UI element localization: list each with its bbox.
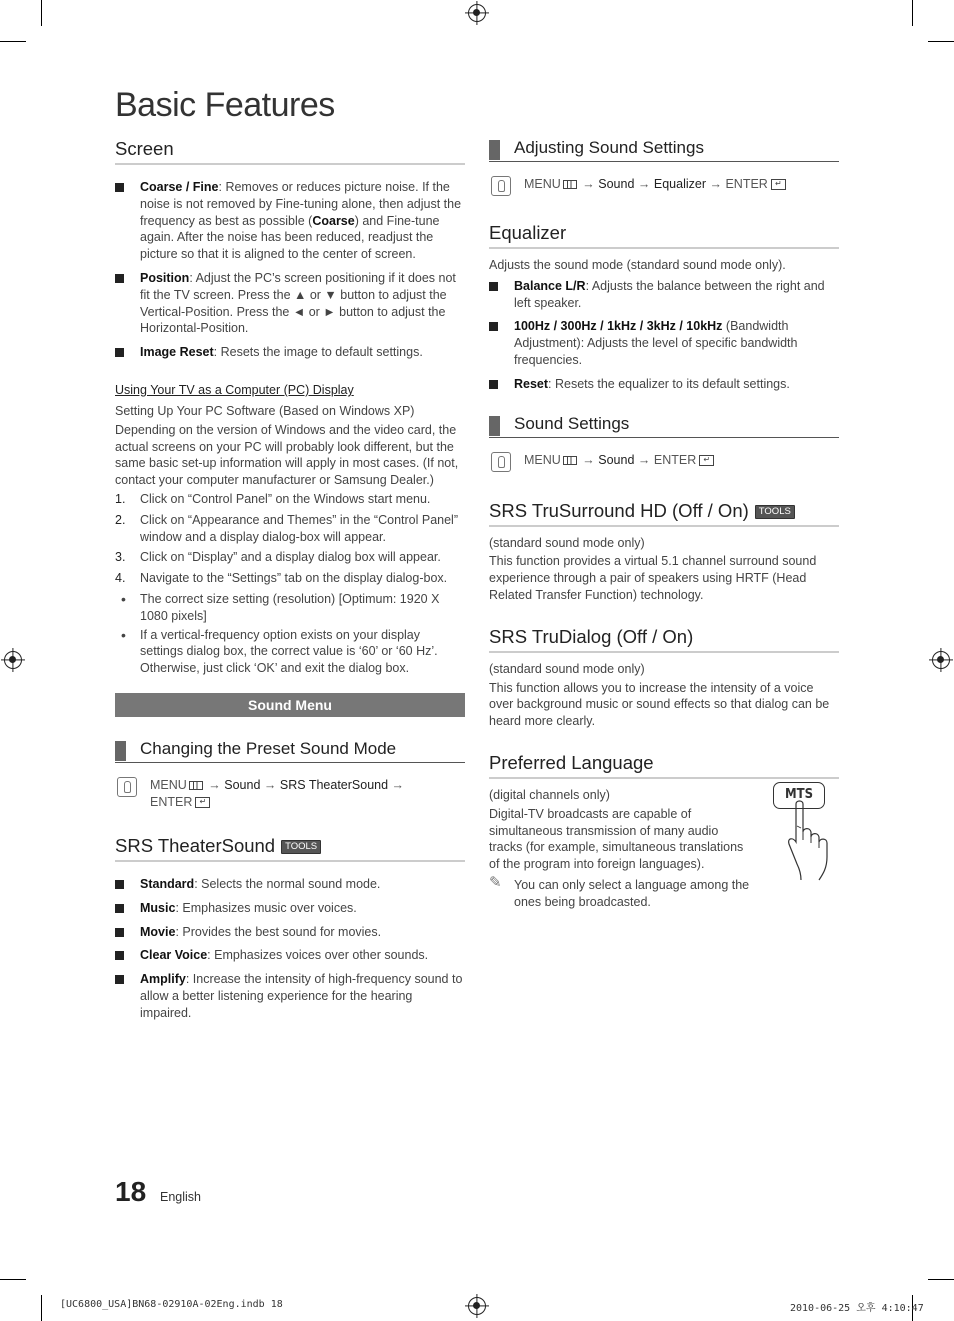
trusurround-note: (standard sound mode only) [489,535,645,550]
language-text: Digital-TV broadcasts are capable of simultaneous transmission of many audio tracks (for example, simultaneous translations of the program into foreign languages). [489,806,744,872]
menu-path: MENU → Sound → SRS TheaterSound → ENTER ↵ [115,777,450,811]
crop-mark [928,41,954,42]
crop-mark [41,0,42,26]
mts-remote-illustration [773,782,843,882]
sound-menu-band: Sound Menu [115,693,465,717]
list-item: 100Hz / 300Hz / 1kHz / 3kHz / 10kHz (Bandwidth Adjustment): Adjusts the level of specific bandwidth frequencies. [489,318,839,368]
footer-timestamp: 2010-06-25 오후 4:10:47 [790,1303,924,1314]
pc-intro: Depending on the version of Windows and the video card, the actual screens on your PC will probably look different, but the same basic set-up information will apply in most cases. (If not, contact your computer manufacturer or Samsung Dealer.) [115,422,459,488]
list-item: Amplify: Increase the intensity of high-frequency sound to allow a better listening experience for the hearing impaired. [115,971,465,1021]
crop-mark [0,41,26,42]
enter-icon: ↵ [699,455,714,466]
registration-mark-icon [468,1297,486,1315]
list-item: • The correct size setting (resolution) [Optimum: 1920 X 1080 pixels] [121,590,440,623]
trusurround-heading: SRS TruSurround HD (Off / On) TOOLS [489,500,839,527]
enter-icon: ↵ [771,179,786,190]
bullet-square-icon [489,380,498,389]
adjust-sound-heading: Adjusting Sound Settings [489,138,839,162]
crop-mark [0,1279,26,1280]
hand-icon [117,777,137,797]
tools-badge: TOOLS [281,840,321,854]
pencil-note-icon: ✎ [489,873,502,891]
registration-mark-icon [468,4,486,22]
list-item: Reset: Resets the equalizer to its default settings. [489,376,839,393]
sound-settings-heading: Sound Settings [489,414,839,438]
registration-mark-icon [932,651,950,669]
footer-file-info: [UC6800_USA]BN68-02910A-02Eng.indb 18 [60,1299,283,1310]
hand-icon [491,176,511,196]
list-item: 2. Click on “Appearance and Themes” in the “Control Panel” window and a display dialog-box will appear. [115,512,458,544]
list-item: 1. Click on “Control Panel” on the Windows start menu. [115,491,431,506]
equalizer-heading: Equalizer [489,222,839,249]
list-item: Position: Adjust the PC’s screen positioning if it does not fit the TV screen. Press the ▲ or ▼ button to adjust the Vertical-Position. Press the ◄ or ► button to adjust the Horizontal-Position. [115,270,465,337]
crop-mark [928,1279,954,1280]
list-item: Coarse / Fine: Removes or reduces picture noise. If the noise is not removed by Fine-tuning alone, then adjust the frequency as best as possible (Coarse) and Fine-tune again. After the noise has been reduced, readjust the picture so that it is aligned to the center of screen. [115,179,465,263]
list-item: Music: Emphasizes music over voices. [115,900,465,917]
menu-icon [563,180,577,189]
bullet-square-icon [115,348,124,357]
trudialog-note: (standard sound mode only) [489,661,645,676]
pc-display-heading: Using Your TV as a Computer (PC) Display [115,382,354,397]
bullet-square-icon [115,904,124,913]
pointing-hand-icon [773,782,843,882]
menu-icon [189,781,203,790]
registration-mark-icon [4,651,22,669]
list-item: Movie: Provides the best sound for movies. [115,924,465,941]
menu-path: MENU → Sound → ENTER ↵ [489,452,839,474]
crop-mark [912,0,913,26]
list-item: Image Reset: Resets the image to default settings. [115,344,465,361]
menu-path: MENU → Sound → Equalizer → ENTER ↵ [489,176,839,198]
bullet-square-icon [115,183,124,192]
preferred-language-heading: Preferred Language [489,752,839,779]
bullet-square-icon [115,951,124,960]
list-item: 4. Navigate to the “Settings” tab on the display dialog-box. [115,571,448,586]
list-item: • If a vertical-frequency option exists on your display settings dialog box, the correct value is ‘60’ or ‘60 Hz’. Otherwise, just click ‘OK’ and exit the dialog box. [121,626,438,676]
bullet-square-icon [489,282,498,291]
list-item: Clear Voice: Emphasizes voices over other sounds. [115,947,465,964]
enter-icon: ↵ [195,797,210,808]
page-title: Basic Features [115,86,335,124]
list-item: Standard: Selects the normal sound mode. [115,876,465,893]
language-note: (digital channels only) [489,787,610,802]
bullet-dot-icon: • [121,590,126,607]
bullet-dot-icon: • [121,626,126,643]
list-item: Balance L/R: Adjusts the balance between the right and left speaker. [489,278,839,312]
trusurround-text: This function provides a virtual 5.1 channel surround sound experience through a pair of speakers using HRTF (Head Related Transfer Function) technology. [489,554,817,602]
bullet-square-icon [115,975,124,984]
page-number: 18 [115,1176,147,1207]
bullet-square-icon [115,928,124,937]
equalizer-intro: Adjusts the sound mode (standard sound mode only). [489,258,786,272]
srs-theatersound-heading: SRS TheaterSound TOOLS [115,835,465,862]
bullet-square-icon [115,880,124,889]
preset-sound-heading: Changing the Preset Sound Mode [115,739,465,763]
mts-button-icon: MTS [773,782,825,809]
left-column [115,138,465,1029]
menu-icon [563,456,577,465]
bullet-square-icon [115,274,124,283]
list-item: 3. Click on “Display” and a display dialog box will appear. [115,550,441,565]
hand-icon [491,452,511,472]
language-tip: ✎ You can only select a language among the ones being broadcasted. [489,873,750,909]
trudialog-text: This function allows you to increase the intensity of a voice over background music or sound effects so that dialog can be heard more clearly. [489,680,830,729]
page-language: English [160,1190,201,1204]
pc-subheading: Setting Up Your PC Software (Based on Windows XP) [115,403,415,418]
trudialog-heading: SRS TruDialog (Off / On) [489,626,839,653]
tools-badge: TOOLS [755,505,795,519]
screen-heading: Screen [115,138,465,165]
crop-mark [41,1295,42,1321]
bullet-square-icon [489,322,498,331]
